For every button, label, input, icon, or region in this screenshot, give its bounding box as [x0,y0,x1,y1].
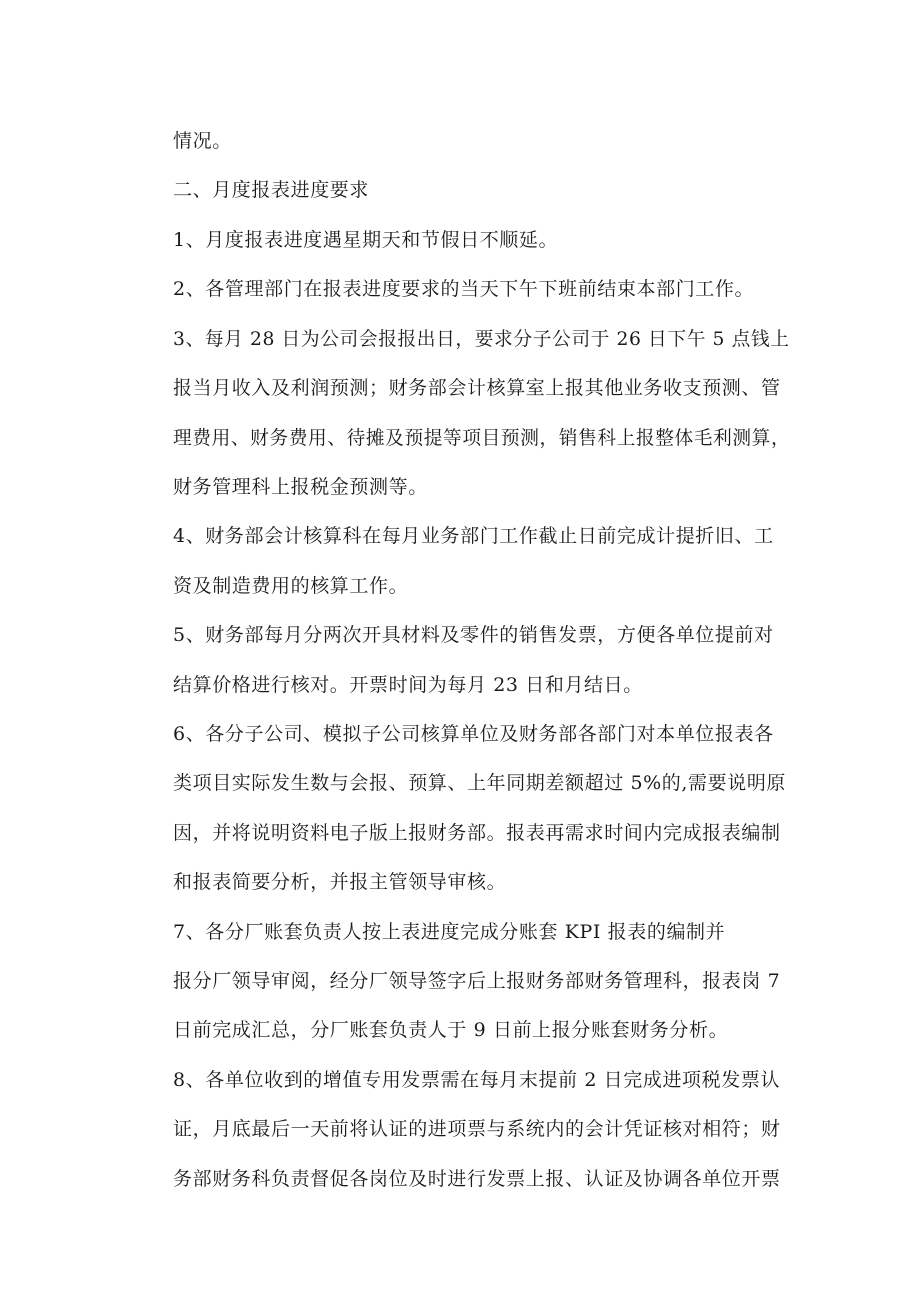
text-line: 理费用、财务费用、待摊及预提等项目预测，销售科上报整体毛利测算， [173,427,791,449]
text-line: 资及制造费用的核算工作。 [173,575,409,597]
text-line: 1、月度报表进度遇星期天和节假日不顺延。 [173,229,559,251]
text-line: 和报表简要分析，并报主管领导审核。 [173,871,507,893]
text-line: 结算价格进行核对。开票时间为每月 23 日和月结日。 [173,674,643,696]
text-line: 务部财务科负责督促各岗位及时进行发票上报、认证及协调各单位开票 [173,1168,781,1190]
text-line: 报分厂领导审阅，经分厂领导签字后上报财务部财务管理科，报表岗 7 [173,970,781,992]
text-line: 报当月收入及利润预测；财务部会计核算室上报其他业务收支预测、管 [173,377,781,399]
text-line: 类项目实际发生数与会报、预算、上年同期差额超过 5%的,需要说明原 [173,772,787,794]
text-line: 日前完成汇总，分厂账套负责人于 9 日前上报分账套财务分析。 [173,1019,729,1041]
text-line: 因，并将说明资料电子版上报财务部。报表再需求时间内完成报表编制 [173,822,781,844]
text-line: 7、各分厂账套负责人按上表进度完成分账套 KPI 报表的编制并 [173,921,726,943]
text-line: 财务管理科上报税金预测等。 [173,476,428,498]
text-line: 5、财务部每月分两次开具材料及零件的销售发票，方便各单位提前对 [173,624,774,646]
text-line: 情况。 [173,130,232,152]
text-line: 证，月底最后一天前将认证的进项票与系统内的会计凭证核对相符；财 [173,1118,781,1140]
text-line: 2、各管理部门在报表进度要求的当天下午下班前结束本部门工作。 [173,278,755,300]
section-heading: 二、月度报表进度要求 [173,179,370,201]
text-line: 6、各分子公司、模拟子公司核算单位及财务部各部门对本单位报表各 [173,723,774,745]
text-line: 4、财务部会计核算科在每月业务部门工作截止日前完成计提折旧、工 [173,525,774,547]
text-line: 3、每月 28 日为公司会报报出日，要求分子公司于 26 日下午 5 点钱上 [173,328,790,350]
text-line: 8、各单位收到的增值专用发票需在每月末提前 2 日完成进项税发票认 [173,1069,781,1091]
